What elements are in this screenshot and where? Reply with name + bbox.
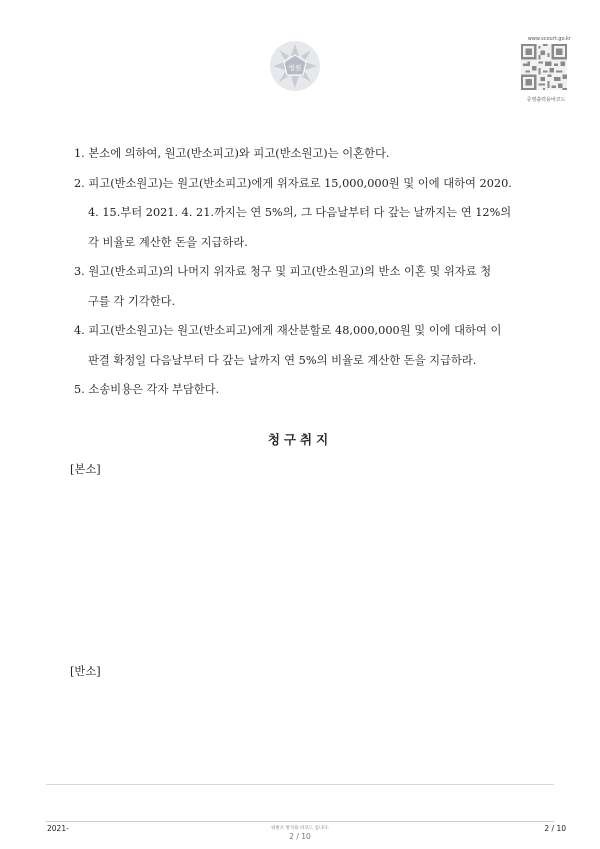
item-line: 4. 15.부터 2021. 4. 21.까지는 연 5%의, 그 다음날부터 다 갚는 날까지는 연 12%의	[88, 206, 512, 219]
emblem-text: 법원	[288, 64, 302, 72]
item-line: 2. 피고(반소원고)는 원고(반소피고)에게 위자료로 15,000,000원 및 이에 대하여 2020.	[74, 176, 512, 190]
judgment-item	[74, 263, 534, 322]
footer-divider	[46, 821, 554, 822]
qr-code-icon	[521, 44, 567, 90]
qr-url: www.scourt.go.kr	[527, 36, 571, 42]
footer-case-number: 2021-	[47, 824, 69, 833]
item-line: 5. 소송비용은 각자 부담한다.	[74, 383, 220, 396]
main-claim-label: [본소]	[70, 463, 101, 476]
judgment-item	[74, 145, 534, 175]
item-line: 1. 본소에 의하여, 원고(반소피고)와 피고(반소원고)는 이혼한다.	[74, 147, 390, 160]
judgment-item	[74, 322, 534, 381]
court-emblem-icon	[269, 40, 321, 92]
judgment-item	[74, 381, 534, 411]
footer-center-page: 2 / 10	[289, 832, 311, 841]
judgment-item	[74, 175, 534, 264]
section-title: 청구취지	[267, 432, 333, 447]
item-line: 4. 피고(반소원고)는 원고(반소피고)에게 재산분할로 48,000,000원 및 이에 대하여 이	[74, 324, 502, 337]
qr-code-block	[521, 36, 571, 103]
counter-claim-label: [반소]	[70, 665, 101, 678]
content-divider	[46, 784, 554, 785]
footer-page-number: 2 / 10	[544, 824, 566, 833]
item-line: 각 비율로 계산한 돈을 지급하라.	[88, 235, 248, 249]
item-line: 판결 확정일 다음날부터 다 갚는 날까지 연 5%의 비율로 계산한 돈을 지급하라.	[88, 353, 477, 367]
judgment-items	[74, 145, 534, 411]
item-line: 3. 원고(반소피고)의 나머지 위자료 청구 및 피고(반소원고)의 반소 이혼 및 위자료 청	[74, 265, 492, 278]
qr-caption: 증명출력용바코드	[526, 97, 566, 103]
item-line: 구를 각 기각한다.	[88, 294, 176, 308]
footer-note: 위변조 방지용 바코드 입니다.	[271, 826, 329, 831]
